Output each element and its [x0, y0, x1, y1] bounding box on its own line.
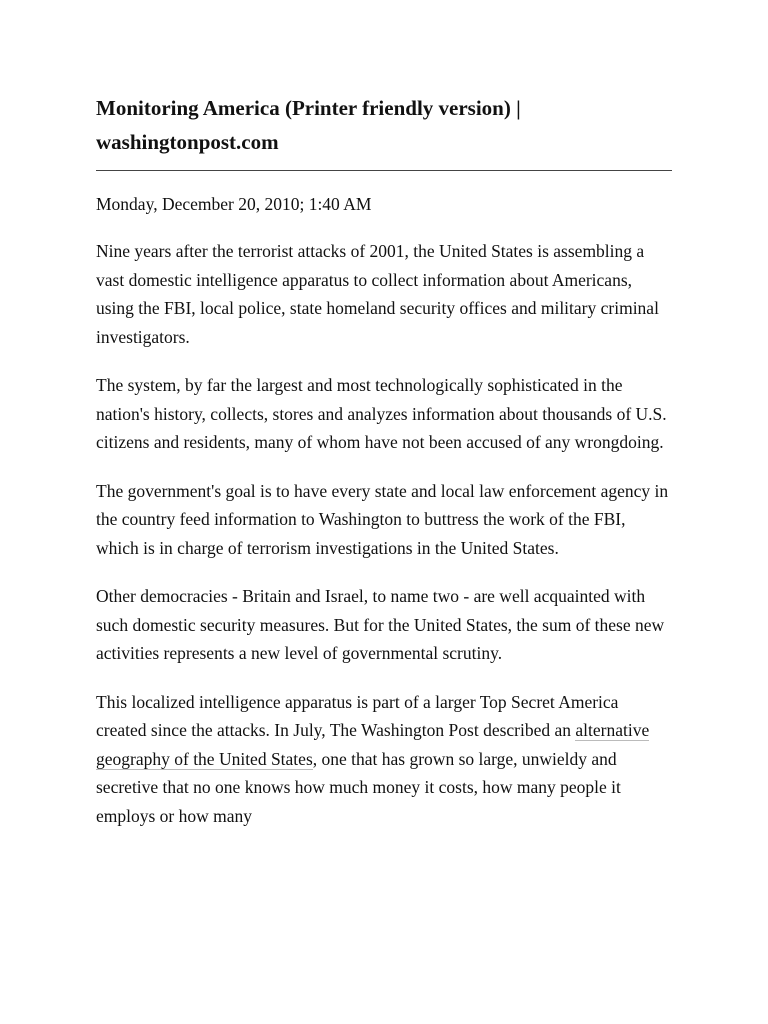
- article-body: [96, 237, 672, 850]
- article-paragraph: Nine years after the terrorist attacks of 2001, the United States is assembling a vast domestic intelligence apparatus to collect information about Americans, using the FBI, local police, state homeland security offices and military criminal investigators.: [96, 241, 659, 347]
- title-divider: [96, 170, 672, 171]
- article-title: Monitoring America (Printer friendly version) | washingtonpost.com: [96, 96, 521, 154]
- paragraph-text-before-link: This localized intelligence apparatus is part of a larger Top Secret America created since the attacks. In July, The Washington Post described an: [96, 691, 619, 740]
- article-paragraph: The government's goal is to have every state and local law enforcement agency in the country feed information to Washington to buttress the work of the FBI, which is in charge of terrorism investigations in the United States.: [96, 480, 669, 558]
- alternative-geography-link[interactable]: alternative geography of the United States: [96, 720, 650, 769]
- paragraph-text-after-link: , one that has grown so large, unwieldy and secretive that no one knows how much money it costs, how many people it employs or how many: [96, 748, 621, 826]
- article-paragraph: The system, by far the largest and most technologically sophisticated in the nation's history, collects, stores and analyzes information about thousands of U.S. citizens and residents, many of whom have not been accused of any wrongdoing.: [96, 375, 667, 452]
- article-paragraph: Other democracies - Britain and Israel, to name two - are well acquainted with such domestic security measures. But for the United States, the sum of these new activities represents a new level of governmental scrutiny.: [96, 586, 665, 663]
- article-paragraph-with-link: [96, 688, 672, 831]
- article-dateline: Monday, December 20, 2010; 1:40 AM: [96, 194, 372, 214]
